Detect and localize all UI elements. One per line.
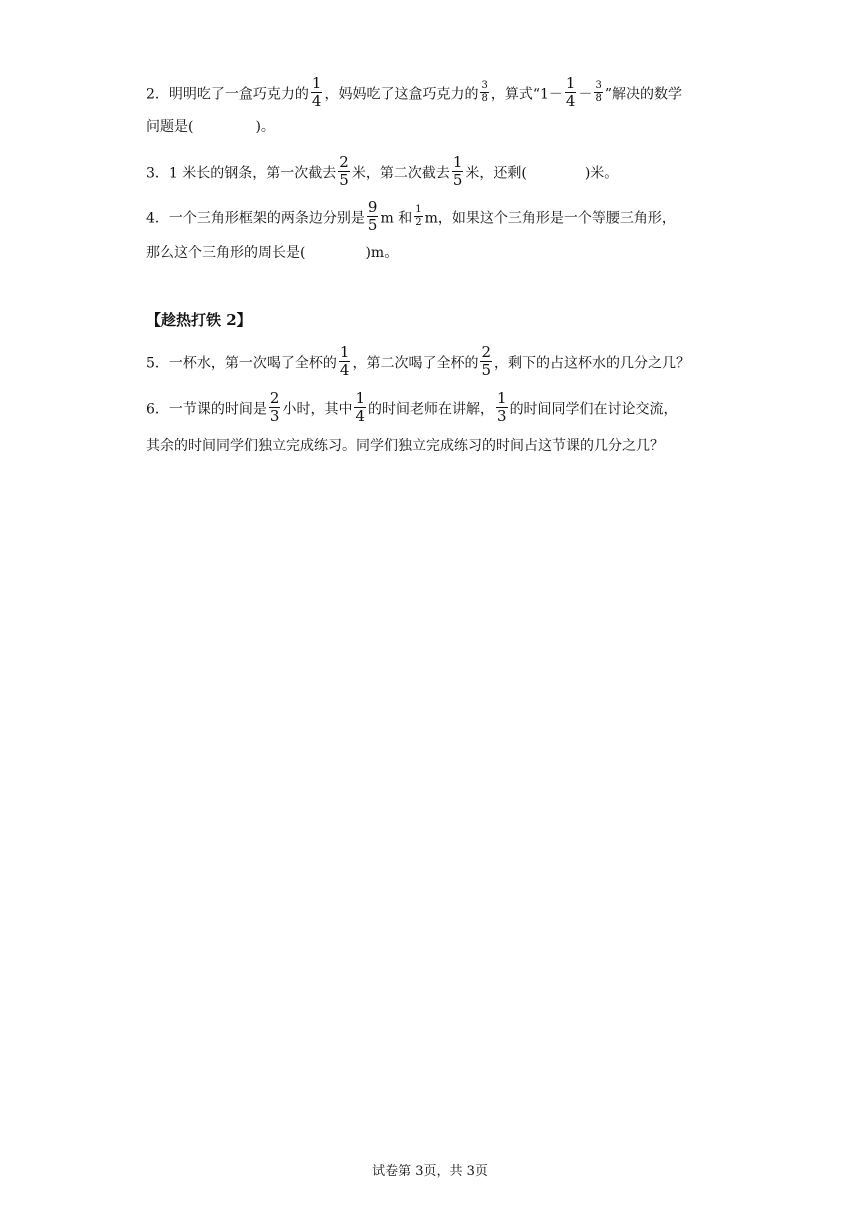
fraction: $\frac{1}{3}$ bbox=[497, 389, 507, 425]
question-2-number: 2． bbox=[146, 86, 169, 103]
fraction: $\frac{1}{4}$ bbox=[311, 74, 322, 110]
question-2-line-1: 2．明明吃了一盒巧克力的 $\frac{1}{4}$ ，妈妈吃了这盒巧克力的 $\frac{3}{8}$ ，算式“1－ $\frac{1}{4}$ － $\frac{3}{8}$ ”解决的数学 bbox=[146, 74, 683, 110]
question-3-number: 3． bbox=[146, 165, 169, 182]
question-3: 3．1 米长的钢条，第一次截去 $\frac{2}{5}$ 米，第二次截去 $\frac{1}{5}$ 米，还剩( )米。 bbox=[146, 153, 619, 189]
page-footer: 试卷第 3页，共 3页 bbox=[372, 1164, 488, 1179]
question-2-text: 明明吃了一盒巧克力的 bbox=[168, 86, 309, 103]
fraction: $\frac{1}{4}$ bbox=[339, 343, 350, 379]
fraction: $\frac{1}{2}$ bbox=[415, 204, 422, 228]
question-6-line-2: 其余的时间同学们独立完成练习。同学们独立完成练习的时间占这节课的几分之几？ bbox=[146, 438, 664, 454]
fraction: $\frac{1}{4}$ bbox=[565, 74, 576, 110]
question-6-number: 6． bbox=[146, 401, 169, 418]
fraction: $\frac{2}{5}$ bbox=[481, 343, 492, 379]
section-heading: 【趁热打铁 2】 bbox=[146, 311, 252, 329]
fraction: $\frac{1}{4}$ bbox=[355, 389, 366, 425]
question-4-number: 4． bbox=[146, 210, 169, 227]
question-4-line-1: 4．一个三角形框架的两条边分别是 $\frac{9}{5}$ m 和 $\frac{1}{2}$ m，如果这个三角形是一个等腰三角形， bbox=[146, 198, 676, 234]
fraction: $\frac{2}{5}$ bbox=[339, 153, 349, 189]
fraction: $\frac{3}{8}$ bbox=[595, 80, 602, 104]
question-6-line-1: 6．一节课的时间是 $\frac{2}{3}$ 小时，其中 $\frac{1}{4}$ 的时间老师在讲解， $\frac{1}{3}$ 的时间同学们在讨论交流， bbox=[146, 389, 678, 425]
fraction: $\frac{9}{5}$ bbox=[367, 198, 378, 234]
question-5: 5．一杯水，第一次喝了全杯的 $\frac{1}{4}$ ，第二次喝了全杯的 $\frac{2}{5}$ ，剩下的占这杯水的几分之几？ bbox=[146, 343, 691, 379]
fraction: $\frac{3}{8}$ bbox=[481, 80, 488, 104]
fraction: $\frac{1}{5}$ bbox=[452, 153, 463, 189]
question-2-line-2: 问题是( )。 bbox=[146, 119, 275, 135]
question-4-line-2: 那么这个三角形的周长是( )m。 bbox=[146, 245, 399, 261]
fraction: $\frac{2}{3}$ bbox=[269, 389, 280, 425]
question-5-number: 5． bbox=[146, 355, 169, 372]
